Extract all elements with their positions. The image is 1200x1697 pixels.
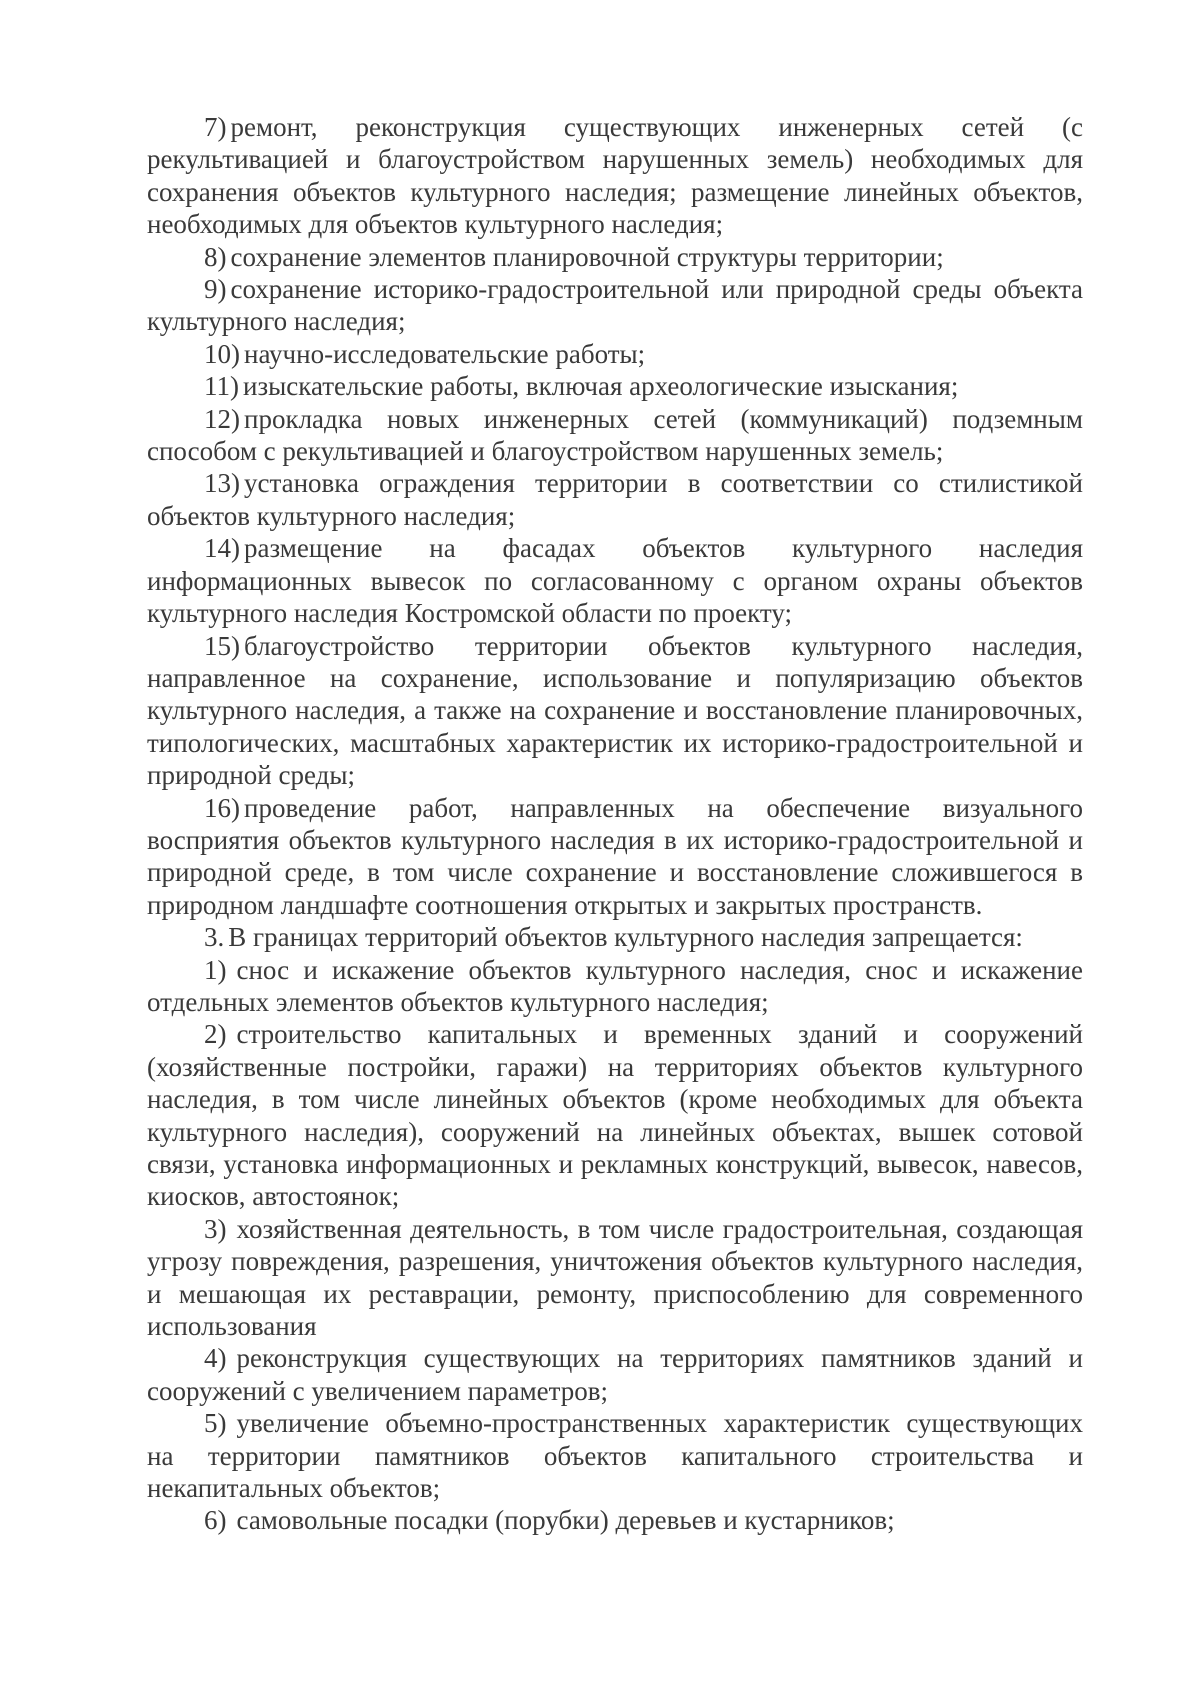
- list-item: [147, 467, 1083, 532]
- item-text: ремонт, реконструкция существующих инженерных сетей (с рекультивацией и благоустройством нарушенных земель) необходимых для сохранения объектов культурного наследия; размещение линейных объектов, необходимых для объектов культурного наследия;: [147, 112, 1083, 240]
- item-text: прокладка новых инженерных сетей (коммуникаций) подземным способом с рекультивацией и благоустройством нарушенных земель;: [147, 403, 1083, 467]
- item-number: 7): [204, 112, 227, 142]
- item-text: размещение на фасадах объектов культурного наследия информационных вывесок по согласованному с органом охраны объектов культурного наследия Костромской области по проекту;: [147, 533, 1083, 629]
- item-text: изыскательские работы, включая археологические изыскания;: [243, 371, 959, 402]
- item-number: 15): [204, 630, 240, 661]
- item-number: 1): [204, 954, 227, 985]
- list-item: [147, 273, 1083, 338]
- item-number: 14): [204, 533, 240, 564]
- item-number: 13): [204, 468, 240, 499]
- list-item: [147, 403, 1083, 468]
- item-text: благоустройство территории объектов культурного наследия, направленное на сохранение, использование и популяризацию объектов культурного наследия, а также на сохранение и восстановление планировочных, типологических, масштабных характеристик их историко-градостроительной и природной среды;: [147, 630, 1083, 791]
- item-number: 8): [204, 241, 227, 272]
- section-text: В границах территорий объектов культурного наследия запрещается:: [228, 922, 1023, 953]
- list-item: [147, 954, 1083, 1019]
- item-text: увеличение объемно-пространственных характеристик существующих на территории памятников объектов капитального строительства и некапитальных объектов;: [147, 1408, 1083, 1504]
- list-item: [147, 1342, 1083, 1407]
- list-item: [147, 1504, 1083, 1536]
- item-number: 12): [204, 403, 240, 434]
- item-number: 3): [204, 1213, 227, 1244]
- list-item: [147, 241, 1083, 273]
- item-text: установка ограждения территории в соответствии со стилистикой объектов культурного наследия;: [147, 468, 1083, 531]
- item-number: 10): [204, 338, 240, 369]
- list-item: [147, 111, 1083, 241]
- list-item: [147, 1213, 1083, 1343]
- item-number: 16): [204, 792, 240, 823]
- list-item: [147, 792, 1083, 922]
- list-item: [147, 630, 1083, 792]
- list-item: [147, 370, 1083, 402]
- item-number: 6): [204, 1505, 227, 1536]
- list-item: [147, 532, 1083, 629]
- list-item: [147, 338, 1083, 370]
- item-text: реконструкция существующих на территориях памятников зданий и сооружений с увеличением параметров;: [147, 1343, 1083, 1406]
- item-number: 5): [204, 1408, 227, 1439]
- item-number: 9): [204, 274, 227, 305]
- item-number: 11): [204, 371, 239, 402]
- item-text: строительство капитальных и временных зданий и сооружений (хозяйственные постройки, гаражи) на территориях объектов культурного наследия, в том числе линейных объектов (кроме необходимых для объекта культурного наследия), сооружений на линейных объектах, вышек сотовой связи, установка информационных и рекламных конструкций, вывесок, навесов, киосков, автостоянок;: [147, 1019, 1083, 1212]
- section-number: 3.: [204, 922, 225, 953]
- list-item: [147, 1018, 1083, 1212]
- item-text: проведение работ, направленных на обеспечение визуального восприятия объектов культурного наследия в их историко-градостроительной и природной среде, в том числе сохранение и восстановление сложившегося в природном ландшафте соотношения открытых и закрытых пространств.: [147, 792, 1083, 920]
- item-text: научно-исследовательские работы;: [244, 338, 646, 369]
- item-number: 4): [204, 1343, 227, 1374]
- item-text: сохранение элементов планировочной структуры территории;: [230, 241, 944, 272]
- item-text: самовольные посадки (порубки) деревьев и кустарников;: [236, 1505, 895, 1536]
- item-text: хозяйственная деятельность, в том числе градостроительная, создающая угрозу повреждения, разрешения, уничтожения объектов культурного наследия, и мешающая их реставрации, ремонту, приспособлению для современного использования: [147, 1213, 1083, 1342]
- section-heading: [147, 921, 1083, 953]
- list-item: [147, 1407, 1083, 1504]
- item-text: снос и искажение объектов культурного наследия, снос и искажение отдельных элементов объектов культурного наследия;: [147, 954, 1083, 1017]
- item-number: 2): [204, 1019, 227, 1050]
- document-body: [147, 111, 1083, 1537]
- item-text: сохранение историко-градостроительной или природной среды объекта культурного наследия;: [147, 274, 1083, 337]
